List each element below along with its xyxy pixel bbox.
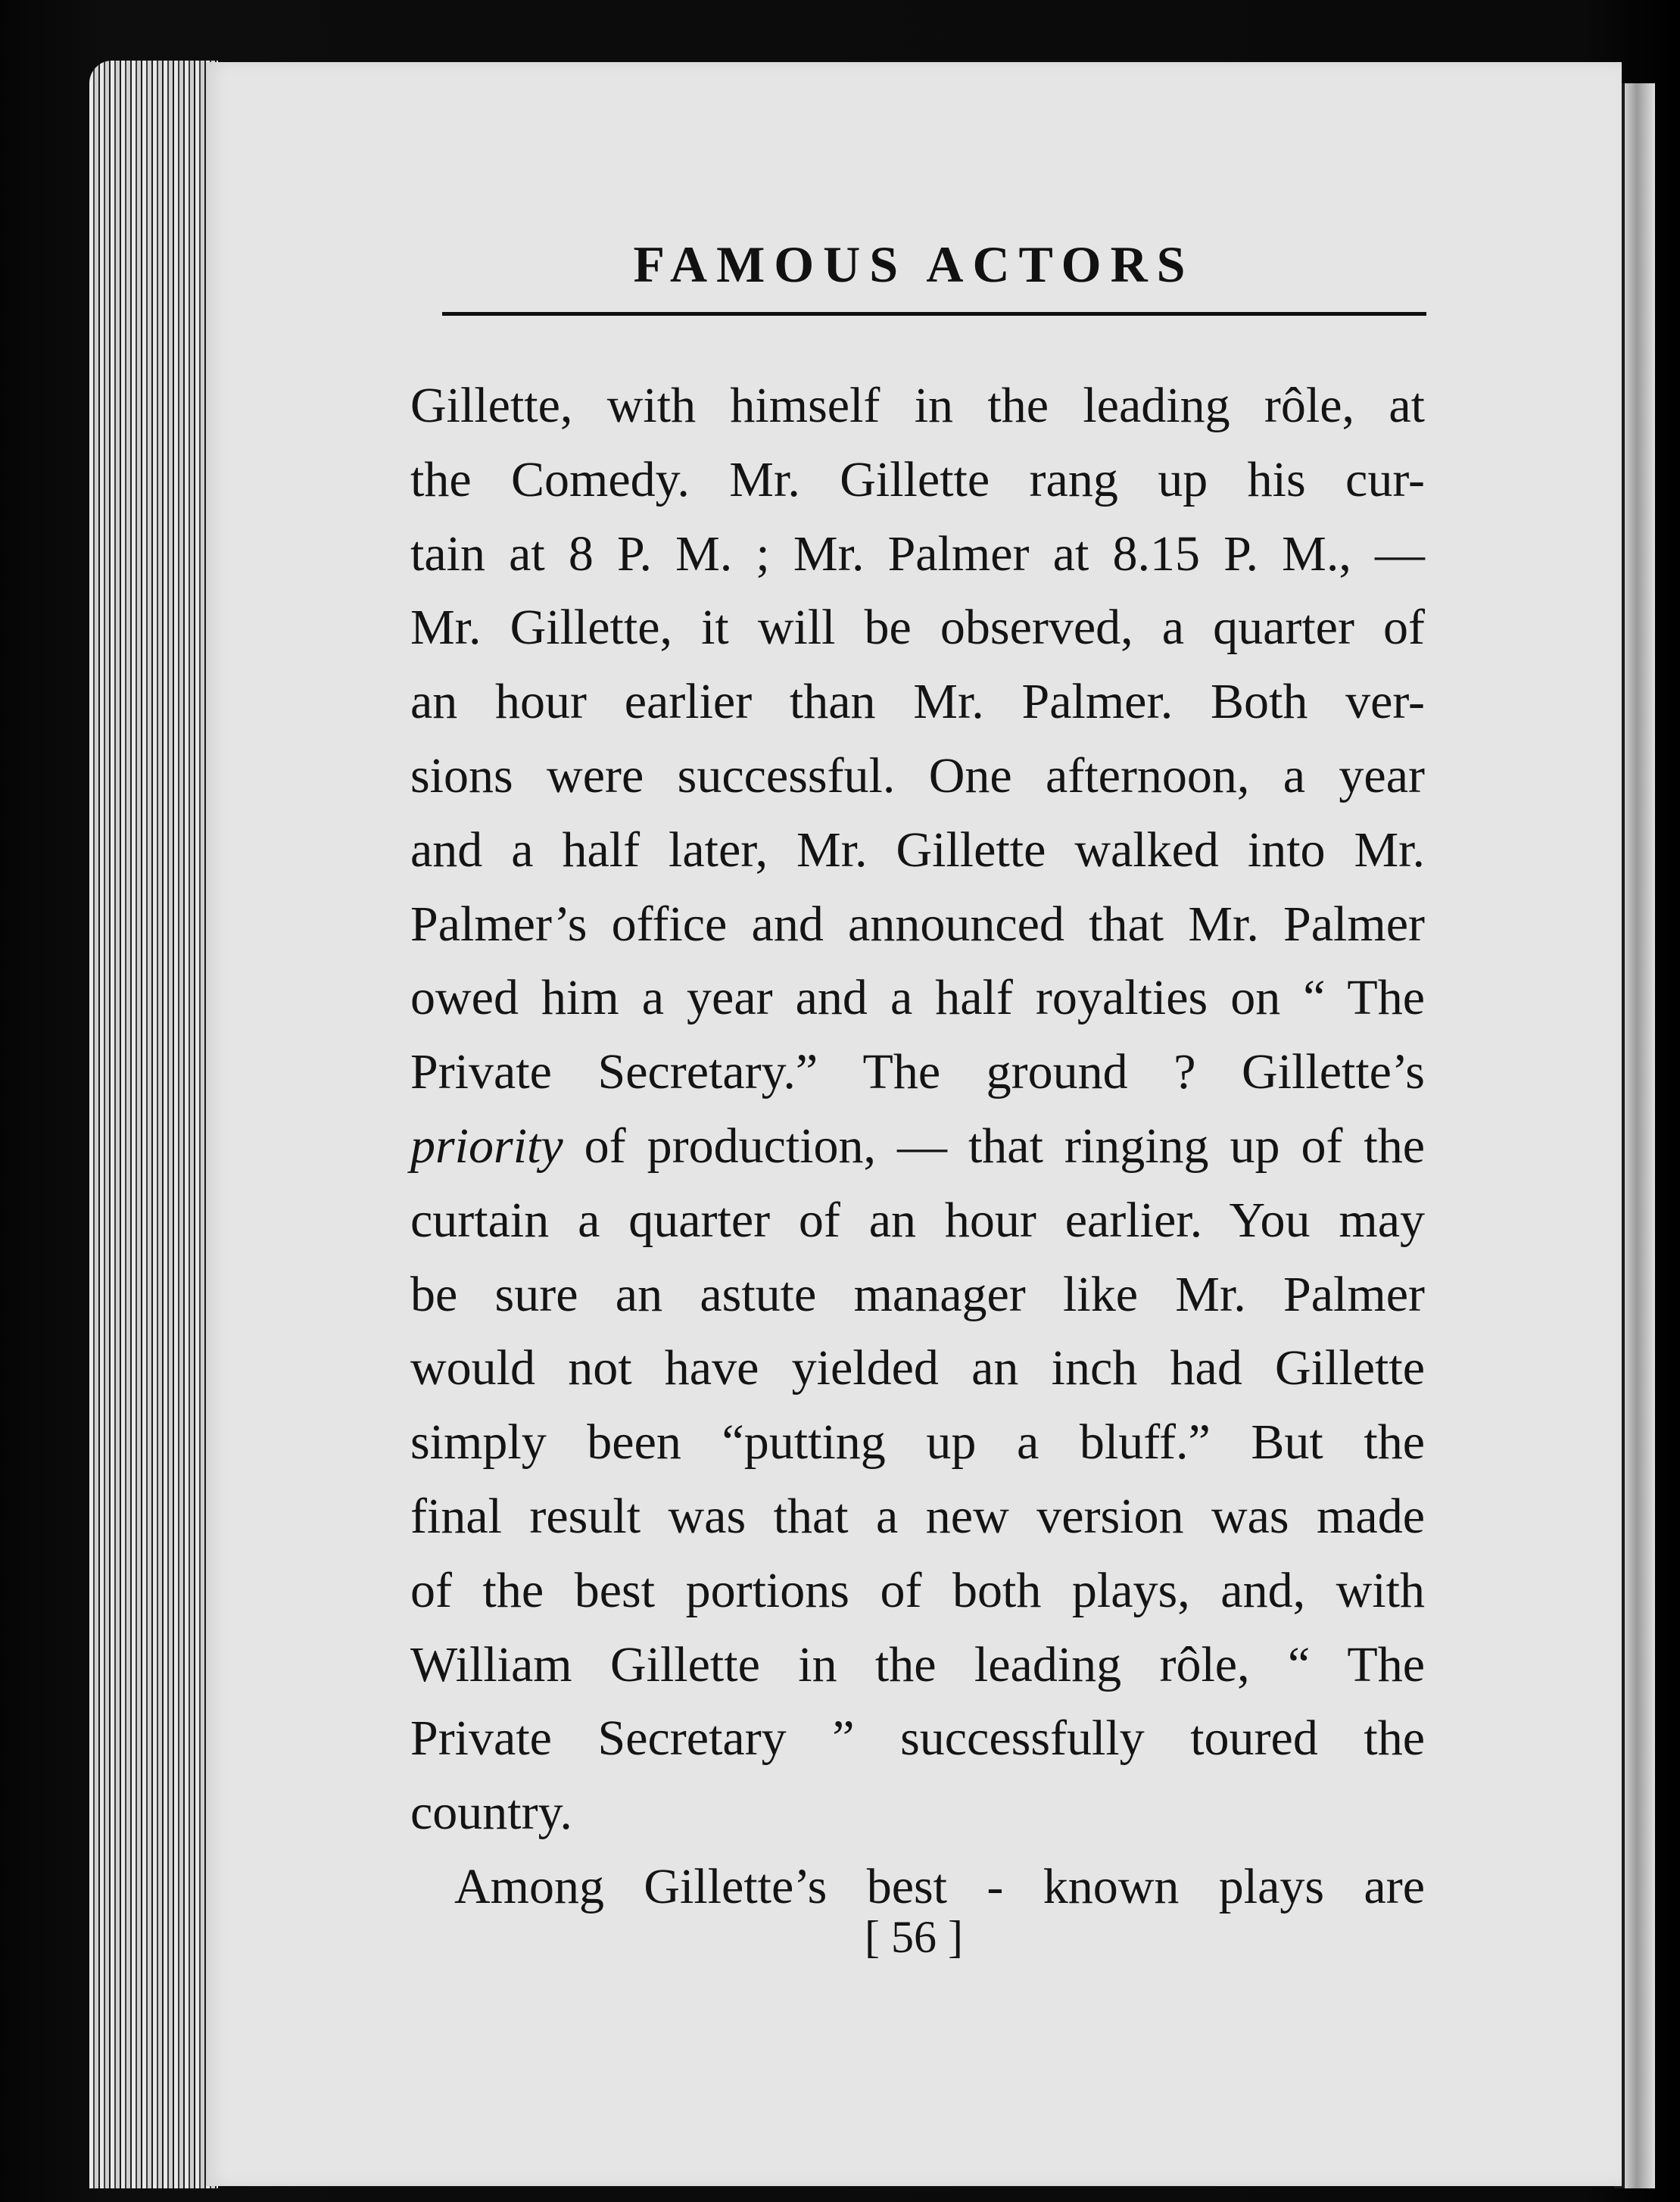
text-line-rest: of production, — that ringing up of the — [584, 1118, 1426, 1174]
text-line: curtain a quarter of an hour earlier. You may — [410, 1192, 1425, 1248]
text-line: and a half later, Mr. Gillette walked into Mr. — [410, 822, 1425, 878]
book-page — [206, 62, 1622, 2186]
text-line: country. — [410, 1785, 572, 1841]
text-line-with-italic — [410, 1109, 1425, 1184]
text-line: the Comedy. Mr. Gillette rang up his cur- — [410, 451, 1425, 507]
text-line: owed him a year and a half royalties on “ The — [410, 970, 1425, 1026]
book-page-edges — [89, 61, 218, 2188]
text-line: simply been “putting up a bluff.” But the — [410, 1414, 1425, 1471]
text-line: William Gillette in the leading rôle, “ The — [410, 1636, 1425, 1692]
text-line: Private Secretary.” The ground ? Gillette’s — [410, 1044, 1425, 1100]
text-line: final result was that a new version was made — [410, 1488, 1425, 1544]
paragraph-first-line: Among Gillette’s best - known plays are — [454, 1858, 1425, 1914]
next-page-edge — [1625, 83, 1655, 2188]
text-line: tain at 8 P. M. ; Mr. Palmer at 8.15 P. M., — — [410, 526, 1425, 582]
text-line: Private Secretary ” successfully toured the — [410, 1711, 1425, 1767]
italic-word: priority — [410, 1118, 563, 1174]
text-line: an hour earlier than Mr. Palmer. Both ver- — [410, 674, 1425, 730]
text-line: of the best portions of both plays, and, with — [410, 1562, 1425, 1618]
text-line: Gillette, with himself in the leading rôle, at — [410, 378, 1425, 433]
header-rule — [442, 312, 1426, 316]
text-line: would not have yielded an inch had Gillette — [410, 1340, 1425, 1396]
text-line: Palmer’s office and announced that Mr. Palmer — [410, 896, 1425, 952]
text-line: be sure an astute manager like Mr. Palmer — [410, 1266, 1425, 1322]
text-line: Mr. Gillette, it will be observed, a quarter of — [410, 600, 1425, 656]
running-head: FAMOUS ACTORS — [633, 235, 1195, 293]
body-text — [410, 369, 1425, 1924]
text-line: sions were successful. One afternoon, a year — [410, 747, 1425, 803]
page-number: [ 56 ] — [865, 1912, 963, 1962]
